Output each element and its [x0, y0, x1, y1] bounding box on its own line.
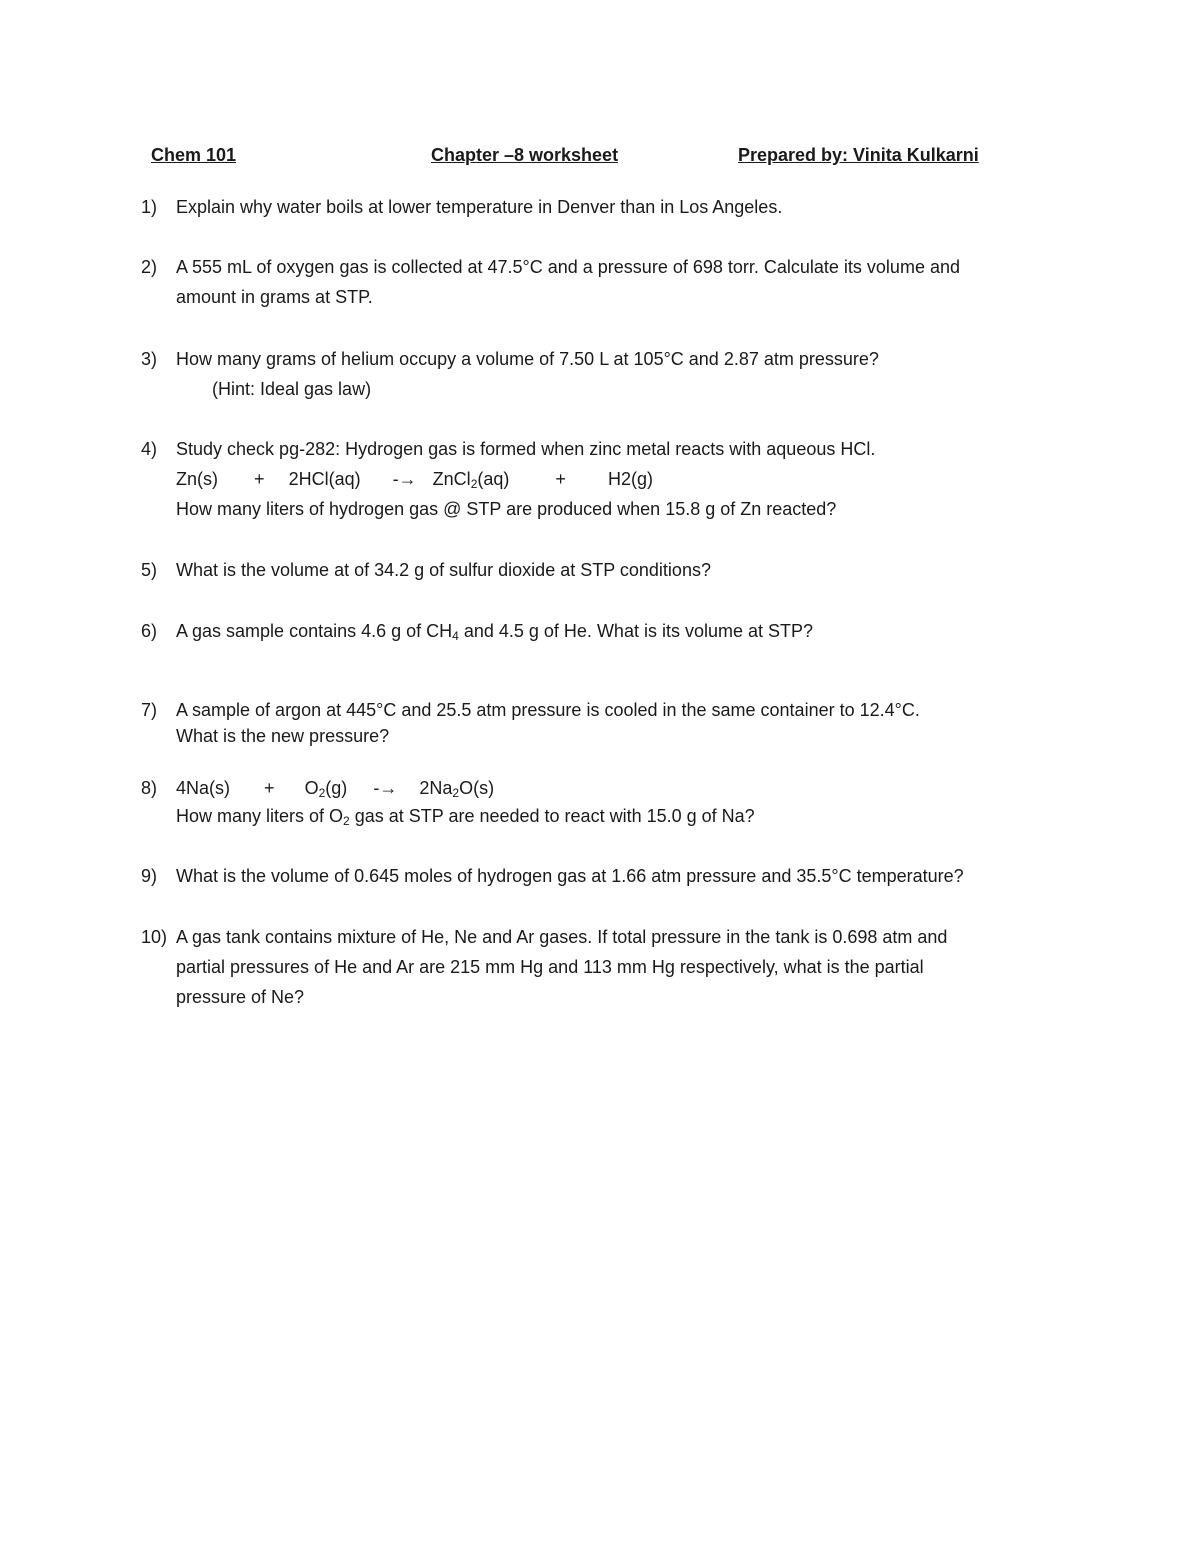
question-text: A 555 mL of oxygen gas is collected at 47.5°C and a pressure of 698 torr. Calculate its volume and: [176, 257, 960, 277]
equation-term: ZnCl: [432, 469, 471, 489]
author-credit: Prepared by: Vinita Kulkarni: [738, 145, 979, 165]
equation-term: H2(g): [607, 469, 653, 489]
question-text: How many liters of $O_2$ gas at STP are needed to react with 15.0 g of Na?: [176, 806, 755, 828]
arrow-icon: -→: [392, 469, 417, 489]
question-8: [141, 774, 1101, 830]
question-text: A sample of argon at 445°C and 25.5 atm pressure is cooled in the same container to 12.4°C.: [176, 700, 920, 720]
question-number: 10): [141, 927, 168, 947]
question-hint: (Hint: Ideal gas law): [212, 379, 372, 399]
equation-term: Zn(s): [176, 469, 218, 489]
question-number: 6): [141, 621, 158, 641]
question-7: [141, 697, 1101, 749]
equation-term: (aq): [477, 469, 510, 489]
equation-term: 2HCl(aq): [288, 469, 361, 489]
question-text: How many grams of helium occupy a volume of 7.50 L at 105°C and 2.87 atm pressure?: [176, 349, 879, 369]
question-4: [141, 434, 1101, 524]
question-text: What is the volume at of 34.2 g of sulfur dioxide at STP conditions?: [176, 560, 711, 580]
equation-subscript: 2: [452, 786, 460, 800]
chemical-equation: [176, 774, 1101, 802]
question-10: [141, 922, 1101, 1012]
chapter-title: Chapter –8 worksheet: [431, 145, 619, 165]
question-2: [141, 252, 1101, 312]
equation-subscript: 2: [470, 477, 478, 491]
equation-term: (g): [325, 778, 348, 798]
chemical-equation: [176, 464, 1101, 494]
question-text: partial pressures of He and Ar are 215 mm Hg and 113 mm Hg respectively, what is the partial: [176, 957, 924, 977]
equation-term: 4Na(s): [176, 778, 231, 798]
equation-term: O: [304, 778, 319, 798]
question-text: A gas sample contains 4.6 g of $CH_4$ and 4.5 g of He. What is its volume at STP?: [176, 621, 814, 643]
question-number: 7): [141, 700, 158, 720]
question-text: amount in grams at STP.: [176, 287, 373, 307]
question-3: [141, 344, 1101, 404]
question-text: What is the volume of 0.645 moles of hydrogen gas at 1.66 atm pressure and 35.5°C temperature?: [176, 866, 964, 886]
equation-term: O(s): [459, 778, 495, 798]
question-6: [141, 616, 1101, 646]
equation-plus: +: [555, 469, 566, 489]
question-9: [141, 861, 1101, 891]
equation-subscript: 2: [318, 786, 326, 800]
equation-plus: +: [264, 778, 275, 798]
question-text: A gas tank contains mixture of He, Ne and Ar gases. If total pressure in the tank is 0.698 atm and: [176, 927, 948, 947]
question-number: 4): [141, 439, 158, 459]
question-number: 5): [141, 560, 158, 580]
question-5: [141, 555, 1101, 585]
question-text: Study check pg-282: Hydrogen gas is formed when zinc metal reacts with aqueous HCl.: [176, 439, 876, 459]
formula-subscript: 4: [452, 629, 459, 643]
question-text: pressure of Ne?: [176, 987, 305, 1007]
question-number: 8): [141, 778, 158, 798]
question-text: Explain why water boils at lower temperature in Denver than in Los Angeles.: [176, 197, 783, 217]
formula-subscript: 2: [343, 814, 350, 828]
question-1: [141, 192, 1101, 222]
question-number: 3): [141, 349, 158, 369]
question-number: 1): [141, 197, 158, 217]
equation-term: 2Na: [419, 778, 453, 798]
question-number: 2): [141, 257, 158, 277]
question-text: How many liters of hydrogen gas @ STP are produced when 15.8 g of Zn reacted?: [176, 499, 837, 519]
equation-plus: +: [254, 469, 265, 489]
question-text: What is the new pressure?: [176, 726, 390, 746]
question-number: 9): [141, 866, 158, 886]
course-title: Chem 101: [151, 145, 237, 165]
arrow-icon: -→: [373, 778, 398, 798]
